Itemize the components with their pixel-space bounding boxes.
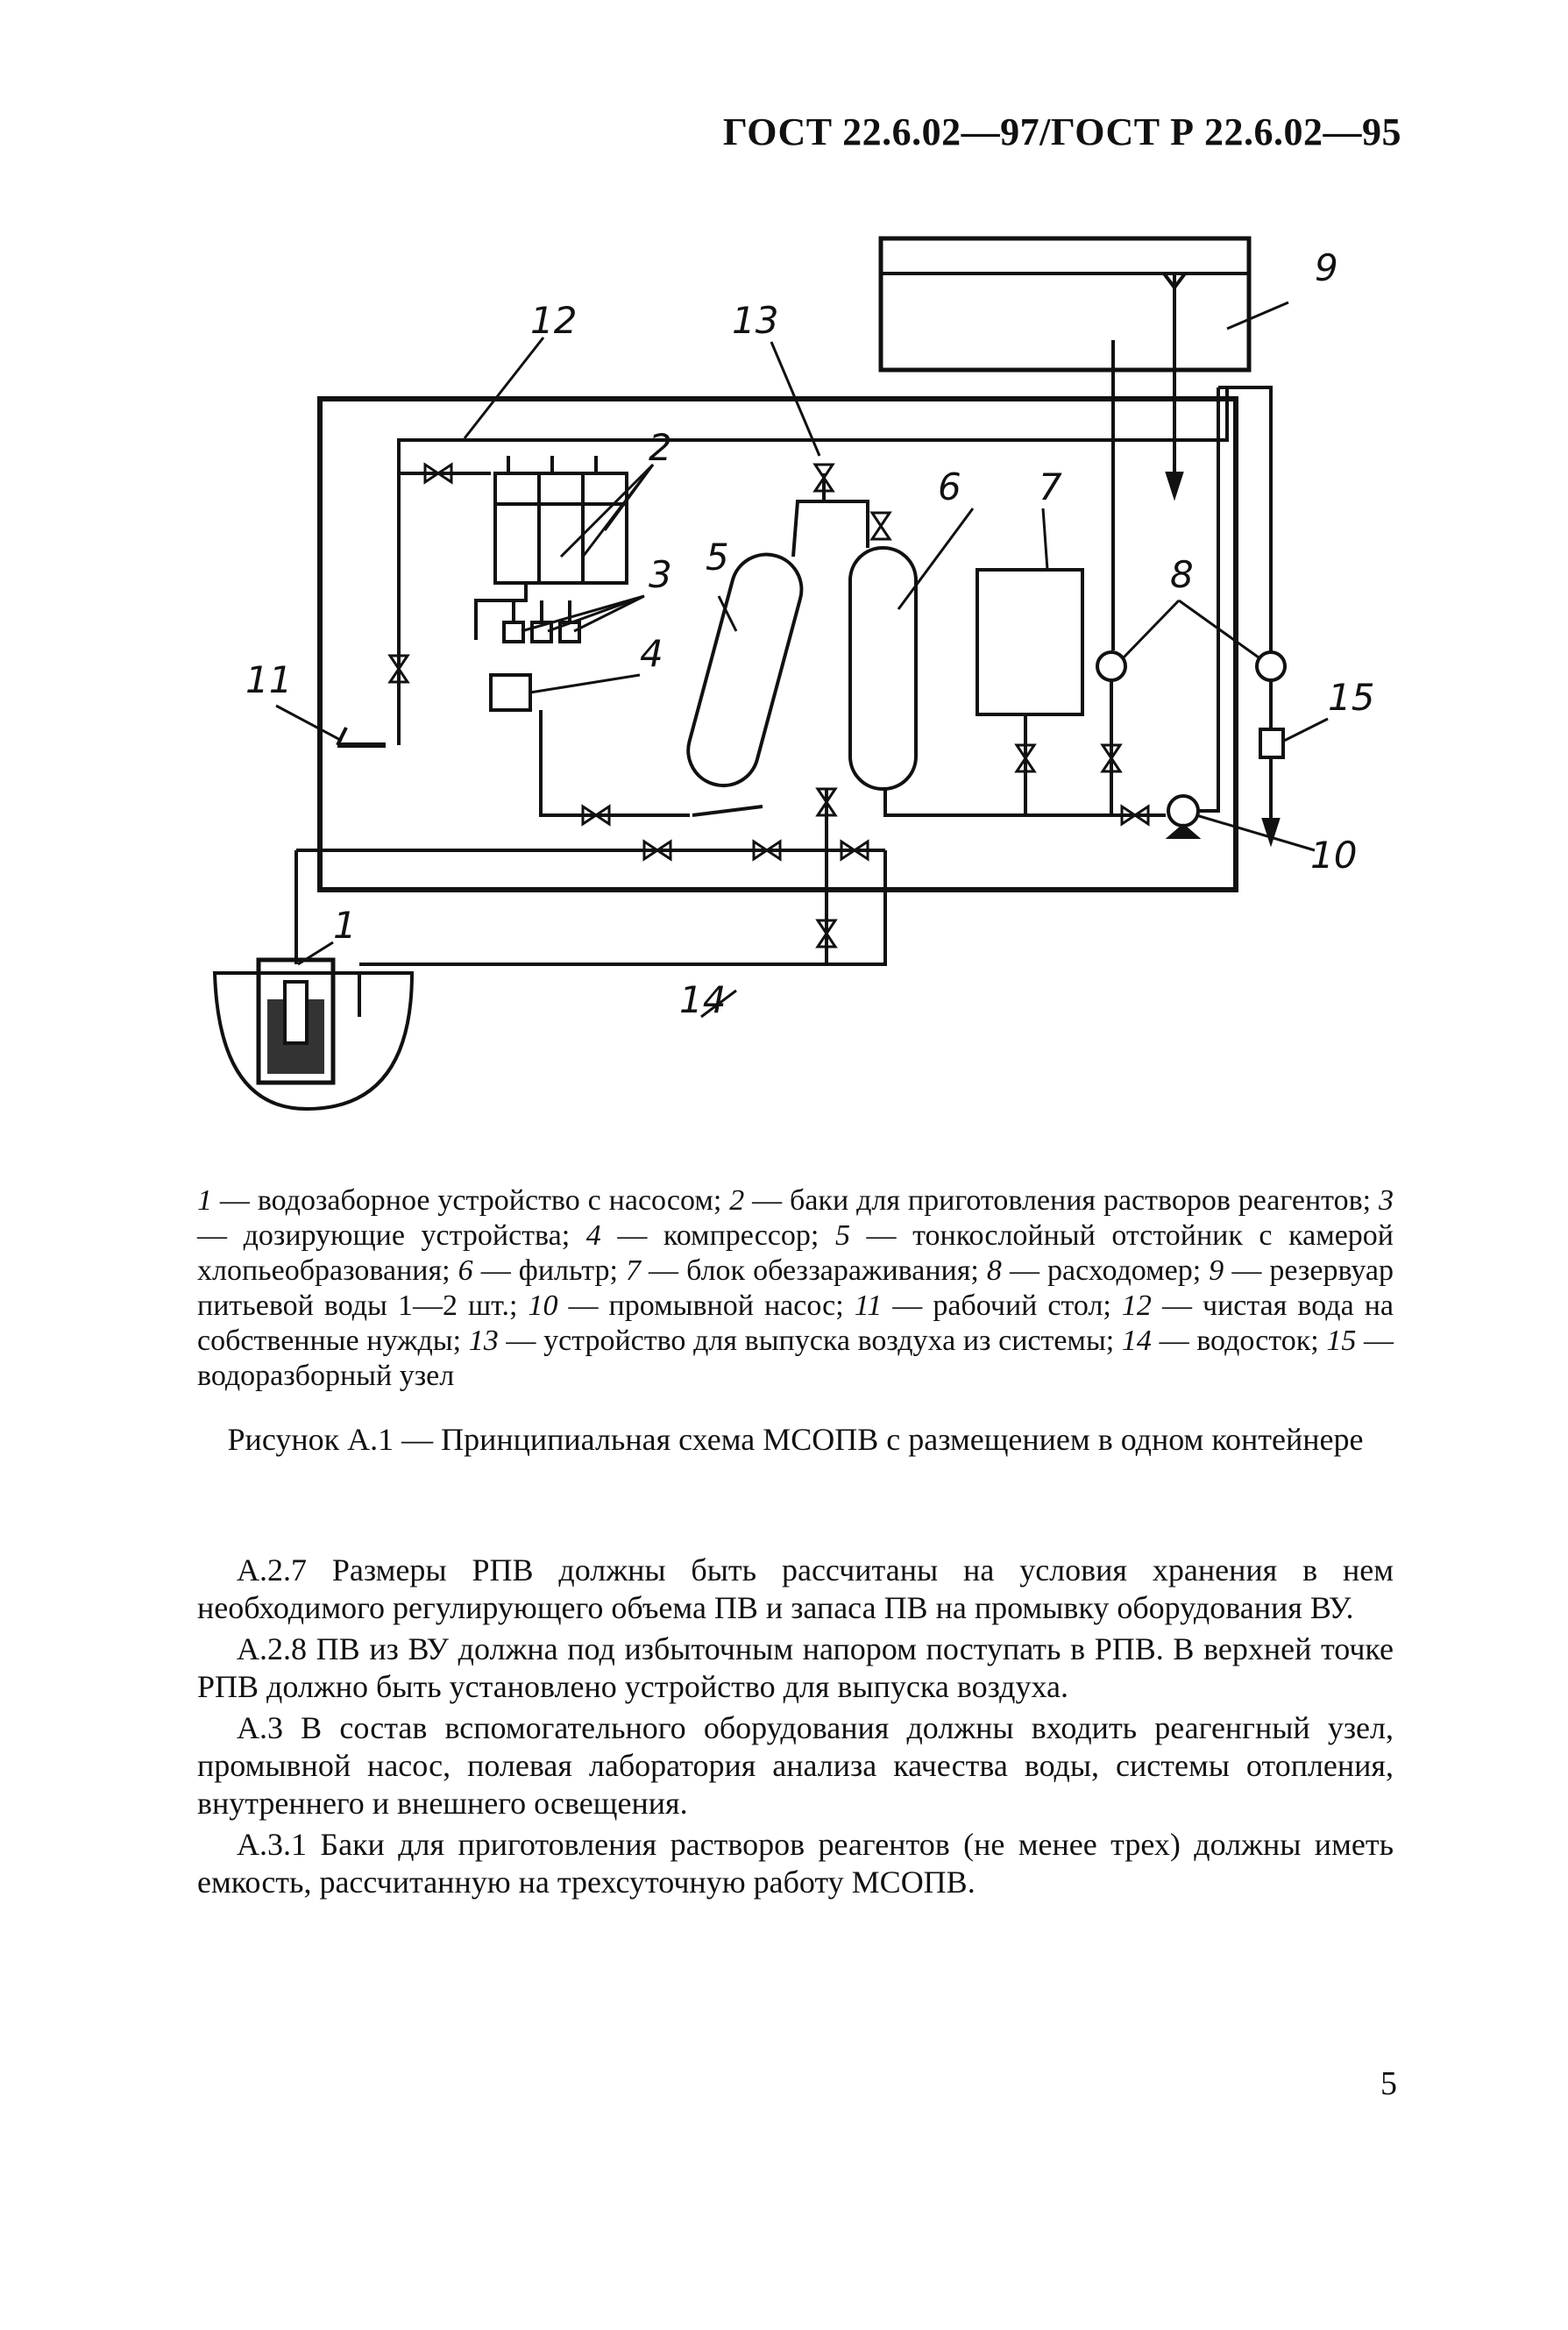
legend-item: 13 — устройство для выпуска воздуха из системы; [468,1325,1122,1357]
flowmeter-1 [1097,652,1125,680]
label-4: 4 [640,632,663,675]
label-5: 5 [706,536,729,579]
reagent-tank-2 [539,473,583,583]
legend-item: 5 — тонкослойный отстойник с камерой хлопьеобразования; [197,1219,1394,1287]
wash-pump [1168,796,1198,826]
label-7: 7 [1039,465,1062,508]
label-10: 10 [1310,834,1358,877]
reservoir-tank [881,238,1249,370]
flowmeter-2 [1257,652,1285,680]
paragraph-a31: А.3.1 Баки для приготовления растворов реагентов (не менее трех) должны иметь емкость, рассчитанную на трехсуточную работу МСОПВ. [197,1827,1394,1900]
figure-legend [197,1183,1394,1394]
legend-item: 10 — промывной насос; [528,1289,855,1322]
label-15: 15 [1328,676,1375,719]
schematic-figure [0,0,1568,1140]
legend-item: 11 — рабочий стол; [854,1289,1122,1322]
page-number: 5 [1380,2065,1397,2102]
label-2: 2 [649,426,672,469]
legend-item: 6 — фильтр; [458,1254,626,1287]
legend-item: 4 — компрессор; [585,1219,835,1252]
outlet-valve-unit [1260,729,1283,757]
paragraph-a3: А.3 В состав вспомогательного оборудования должны входить реагенгный узел, промывной насос, полевая лаборатория анализа качества воды, системы отопления, внутреннего и внешнего освещения. [197,1710,1394,1821]
legend-item: 2 — баки для приготовления растворов реагентов; [729,1184,1379,1217]
label-6: 6 [938,465,961,508]
disinfection-block [977,570,1082,714]
label-8: 8 [1170,553,1194,596]
dosing-unit-1 [504,622,523,642]
paragraph-a27: А.2.7 Размеры РПВ должны быть рассчитаны на условия хранения в нем необходимого регулирующего объема ПВ и запаса ПВ на промывку оборудования ВУ. [197,1552,1394,1625]
body-text [197,1552,1394,1905]
legend-item: 9 — резервуар питьевой воды 1—2 шт.; [197,1254,1394,1322]
legend-item: 7 — блок обеззараживания; [625,1254,987,1287]
label-13: 13 [732,299,779,342]
label-3: 3 [649,553,672,596]
reagent-tank-1 [495,473,539,583]
legend-item: 14 — водосток; [1121,1325,1327,1357]
figure-caption: Рисунок А.1 — Принципиальная схема МСОПВ с размещением в одном контейнере [227,1422,1364,1457]
valve [872,513,890,539]
compressor-box [491,675,530,710]
legend-item: 1 — водозаборное устройство с насосом; [197,1184,730,1217]
filter-tank [850,548,916,789]
paragraph-a28: А.2.8 ПВ из ВУ должна под избыточным напором поступать в РПВ. В верхней точке РПВ должно быть установлено устройство для выпуска воздуха. [197,1631,1394,1704]
label-9: 9 [1315,246,1338,289]
legend-item: 12 — чистая вода на собственные нужды; [197,1289,1394,1357]
label-12: 12 [530,299,578,342]
label-14: 14 [679,978,727,1021]
legend-item: 15 — водоразборный узел [197,1325,1394,1392]
legend-item: 3 — дозирующие устройства; [197,1184,1394,1252]
page-header: ГОСТ 22.6.02—97/ГОСТ Р 22.6.02—95 [722,110,1401,153]
label-11: 11 [245,658,293,701]
settler-tank [680,547,809,794]
label-1: 1 [333,904,357,947]
legend-item: 8 — расходомер; [986,1254,1210,1287]
